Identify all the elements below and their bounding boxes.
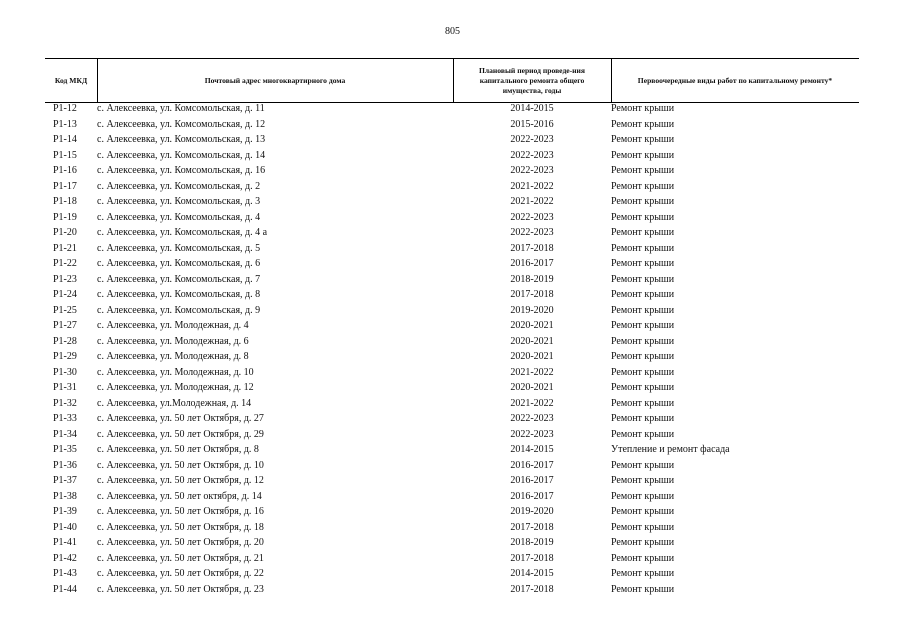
table-row: [45, 551, 859, 567]
cell-work: Ремонт крыши: [611, 428, 675, 440]
cell-period: 2016-2017: [510, 490, 554, 502]
cell-code: Р1-39: [53, 506, 77, 518]
cell-period: 2022-2023: [510, 149, 554, 161]
cell-work: Ремонт крыши: [611, 118, 675, 130]
cell-address: с. Алексеевка, ул. Комсомольская, д. 14: [97, 149, 266, 161]
cell-period: 2021-2022: [510, 196, 554, 208]
cell-work: Ремонт крыши: [611, 180, 675, 192]
cell-address: с. Алексеевка, ул. Молодежная, д. 4: [97, 320, 249, 332]
cell-period: 2020-2021: [510, 382, 554, 394]
table-row: [45, 489, 859, 505]
cell-code: Р1-29: [53, 351, 77, 363]
table-row: [45, 303, 859, 319]
table-row: [45, 396, 859, 412]
cell-code: Р1-43: [53, 568, 77, 580]
header-work: Первоочередные виды работ по капитальному ремонту*: [637, 75, 833, 85]
cell-work: Ремонт крыши: [611, 382, 675, 394]
cell-address: с. Алексеевка, ул. Комсомольская, д. 2: [97, 180, 261, 192]
cell-period: 2015-2016: [510, 118, 554, 130]
table-header: [45, 58, 859, 103]
cell-address: с. Алексеевка, ул. 50 лет Октября, д. 18: [97, 521, 264, 533]
cell-address: с. Алексеевка, ул. Комсомольская, д. 6: [97, 258, 261, 270]
cell-address: с. Алексеевка, ул. 50 лет Октября, д. 22: [97, 568, 264, 580]
header-code: Код МКД: [54, 75, 88, 85]
cell-code: Р1-23: [53, 273, 77, 285]
cell-period: 2022-2023: [510, 428, 554, 440]
cell-work: Ремонт крыши: [611, 351, 675, 363]
table-row: [45, 101, 859, 117]
cell-period: 2016-2017: [510, 475, 554, 487]
table-row: [45, 535, 859, 551]
cell-period: 2021-2022: [510, 366, 554, 378]
cell-code: Р1-16: [53, 165, 77, 177]
cell-work: Ремонт крыши: [611, 413, 675, 425]
cell-address: с. Алексеевка, ул. 50 лет Октября, д. 21: [97, 552, 264, 564]
header-address: Почтовый адрес многоквартирного дома: [204, 75, 346, 85]
cell-period: 2017-2018: [510, 242, 554, 254]
cell-address: с. Алексеевка, ул. Комсомольская, д. 7: [97, 273, 261, 285]
table-body: [45, 101, 859, 598]
table-row: [45, 442, 859, 458]
cell-code: Р1-34: [53, 428, 77, 440]
cell-address: с. Алексеевка, ул. 50 лет Октября, д. 23: [97, 583, 264, 595]
table-row: [45, 256, 859, 272]
cell-code: Р1-37: [53, 475, 77, 487]
cell-period: 2014-2015: [510, 103, 554, 114]
cell-period: 2018-2019: [510, 537, 554, 549]
cell-address: с. Алексеевка, ул. Комсомольская, д. 4 а: [97, 227, 268, 239]
cell-code: Р1-13: [53, 118, 77, 130]
cell-period: 2014-2015: [510, 444, 554, 456]
cell-address: с. Алексеевка, ул. Комсомольская, д. 9: [97, 304, 261, 316]
cell-work: Ремонт крыши: [611, 103, 675, 114]
cell-address: с. Алексеевка, ул.Молодежная, д. 14: [97, 397, 252, 409]
cell-work: Ремонт крыши: [611, 521, 675, 533]
cell-period: 2019-2020: [510, 304, 554, 316]
cell-period: 2022-2023: [510, 413, 554, 425]
cell-work: Ремонт крыши: [611, 304, 675, 316]
table-row: [45, 427, 859, 443]
cell-work: Ремонт крыши: [611, 568, 675, 580]
table-row: [45, 117, 859, 133]
cell-code: Р1-31: [53, 382, 77, 394]
table-row: [45, 504, 859, 520]
table-row: [45, 473, 859, 489]
cell-address: с. Алексеевка, ул. Комсомольская, д. 5: [97, 242, 261, 254]
table-row: [45, 148, 859, 164]
table-row: [45, 194, 859, 210]
table-row: [45, 163, 859, 179]
cell-code: Р1-22: [53, 258, 77, 270]
cell-period: 2022-2023: [510, 134, 554, 146]
cell-work: Ремонт крыши: [611, 149, 675, 161]
cell-period: 2022-2023: [510, 165, 554, 177]
table-row: [45, 380, 859, 396]
cell-work: Ремонт крыши: [611, 211, 675, 223]
cell-code: Р1-25: [53, 304, 77, 316]
cell-period: 2016-2017: [510, 459, 554, 471]
cell-period: 2020-2021: [510, 351, 554, 363]
cell-address: с. Алексеевка, ул. Молодежная, д. 10: [97, 366, 254, 378]
cell-address: с. Алексеевка, ул. Комсомольская, д. 13: [97, 134, 266, 146]
cell-code: Р1-19: [53, 211, 77, 223]
page-number: 805: [445, 26, 460, 37]
cell-code: Р1-33: [53, 413, 77, 425]
cell-code: Р1-14: [53, 134, 77, 146]
cell-work: Ремонт крыши: [611, 490, 675, 502]
cell-period: 2017-2018: [510, 521, 554, 533]
header-period: Плановый период проведе-ния капитального ремонта общего имущества, годы: [478, 65, 586, 95]
cell-work: Утепление и ремонт фасада: [611, 444, 730, 456]
table-row: [45, 210, 859, 226]
cell-work: Ремонт крыши: [611, 552, 675, 564]
cell-code: Р1-21: [53, 242, 77, 254]
cell-address: с. Алексеевка, ул. Комсомольская, д. 12: [97, 118, 266, 130]
cell-code: Р1-38: [53, 490, 77, 502]
cell-address: с. Алексеевка, ул. 50 лет октября, д. 14: [97, 490, 262, 502]
cell-work: Ремонт крыши: [611, 397, 675, 409]
table-row: [45, 458, 859, 474]
table-row: [45, 272, 859, 288]
table-row: [45, 411, 859, 427]
cell-period: 2017-2018: [510, 583, 554, 595]
cell-period: 2017-2018: [510, 289, 554, 301]
table-row: [45, 365, 859, 381]
cell-address: с. Алексеевка, ул. Комсомольская, д. 16: [97, 165, 266, 177]
cell-work: Ремонт крыши: [611, 242, 675, 254]
cell-address: с. Алексеевка, ул. 50 лет Октября, д. 29: [97, 428, 264, 440]
table-row: [45, 287, 859, 303]
cell-work: Ремонт крыши: [611, 196, 675, 208]
cell-work: Ремонт крыши: [611, 320, 675, 332]
cell-address: с. Алексеевка, ул. 50 лет Октября, д. 8: [97, 444, 259, 456]
cell-code: Р1-15: [53, 149, 77, 161]
cell-code: Р1-12: [53, 103, 77, 114]
cell-code: Р1-42: [53, 552, 77, 564]
cell-period: 2022-2023: [510, 227, 554, 239]
cell-code: Р1-27: [53, 320, 77, 332]
cell-code: Р1-36: [53, 459, 77, 471]
cell-period: 2014-2015: [510, 568, 554, 580]
cell-address: с. Алексеевка, ул. 50 лет Октября, д. 10: [97, 459, 264, 471]
table-row: [45, 582, 859, 598]
cell-work: Ремонт крыши: [611, 475, 675, 487]
cell-work: Ремонт крыши: [611, 289, 675, 301]
cell-code: Р1-44: [53, 583, 77, 595]
cell-period: 2021-2022: [510, 180, 554, 192]
cell-address: с. Алексеевка, ул. 50 лет Октября, д. 27: [97, 413, 264, 425]
cell-code: Р1-17: [53, 180, 77, 192]
cell-period: 2021-2022: [510, 397, 554, 409]
cell-code: Р1-40: [53, 521, 77, 533]
cell-period: 2016-2017: [510, 258, 554, 270]
cell-address: с. Алексеевка, ул. 50 лет Октября, д. 12: [97, 475, 264, 487]
table-row: [45, 132, 859, 148]
cell-code: Р1-28: [53, 335, 77, 347]
cell-code: Р1-41: [53, 537, 77, 549]
cell-work: Ремонт крыши: [611, 459, 675, 471]
cell-address: с. Алексеевка, ул. 50 лет Октября, д. 20: [97, 537, 264, 549]
table-row: [45, 349, 859, 365]
table-row: [45, 225, 859, 241]
cell-address: с. Алексеевка, ул. Комсомольская, д. 8: [97, 289, 261, 301]
cell-code: Р1-32: [53, 397, 77, 409]
cell-work: Ремонт крыши: [611, 227, 675, 239]
cell-period: 2017-2018: [510, 552, 554, 564]
table-row: [45, 241, 859, 257]
cell-work: Ремонт крыши: [611, 366, 675, 378]
cell-work: Ремонт крыши: [611, 583, 675, 595]
cell-work: Ремонт крыши: [611, 134, 675, 146]
cell-address: с. Алексеевка, ул. Молодежная, д. 6: [97, 335, 249, 347]
cell-address: с. Алексеевка, ул. 50 лет Октября, д. 16: [97, 506, 264, 518]
table-row: [45, 334, 859, 350]
cell-code: Р1-30: [53, 366, 77, 378]
cell-period: 2022-2023: [510, 211, 554, 223]
cell-code: Р1-20: [53, 227, 77, 239]
table-row: [45, 566, 859, 582]
cell-address: с. Алексеевка, ул. Молодежная, д. 8: [97, 351, 249, 363]
cell-work: Ремонт крыши: [611, 506, 675, 518]
cell-work: Ремонт крыши: [611, 273, 675, 285]
cell-period: 2019-2020: [510, 506, 554, 518]
cell-period: 2020-2021: [510, 320, 554, 332]
cell-address: с. Алексеевка, ул. Комсомольская, д. 3: [97, 196, 261, 208]
cell-period: 2018-2019: [510, 273, 554, 285]
table-row: [45, 520, 859, 536]
table-row: [45, 318, 859, 334]
cell-address: с. Алексеевка, ул. Комсомольская, д. 11: [97, 103, 265, 114]
cell-work: Ремонт крыши: [611, 335, 675, 347]
cell-code: Р1-35: [53, 444, 77, 456]
cell-code: Р1-24: [53, 289, 77, 301]
cell-period: 2020-2021: [510, 335, 554, 347]
cell-address: с. Алексеевка, ул. Комсомольская, д. 4: [97, 211, 261, 223]
header-divider: [453, 59, 454, 102]
cell-work: Ремонт крыши: [611, 165, 675, 177]
cell-work: Ремонт крыши: [611, 537, 675, 549]
table-row: [45, 179, 859, 195]
header-divider: [611, 59, 612, 102]
cell-work: Ремонт крыши: [611, 258, 675, 270]
cell-code: Р1-18: [53, 196, 77, 208]
cell-address: с. Алексеевка, ул. Молодежная, д. 12: [97, 382, 254, 394]
